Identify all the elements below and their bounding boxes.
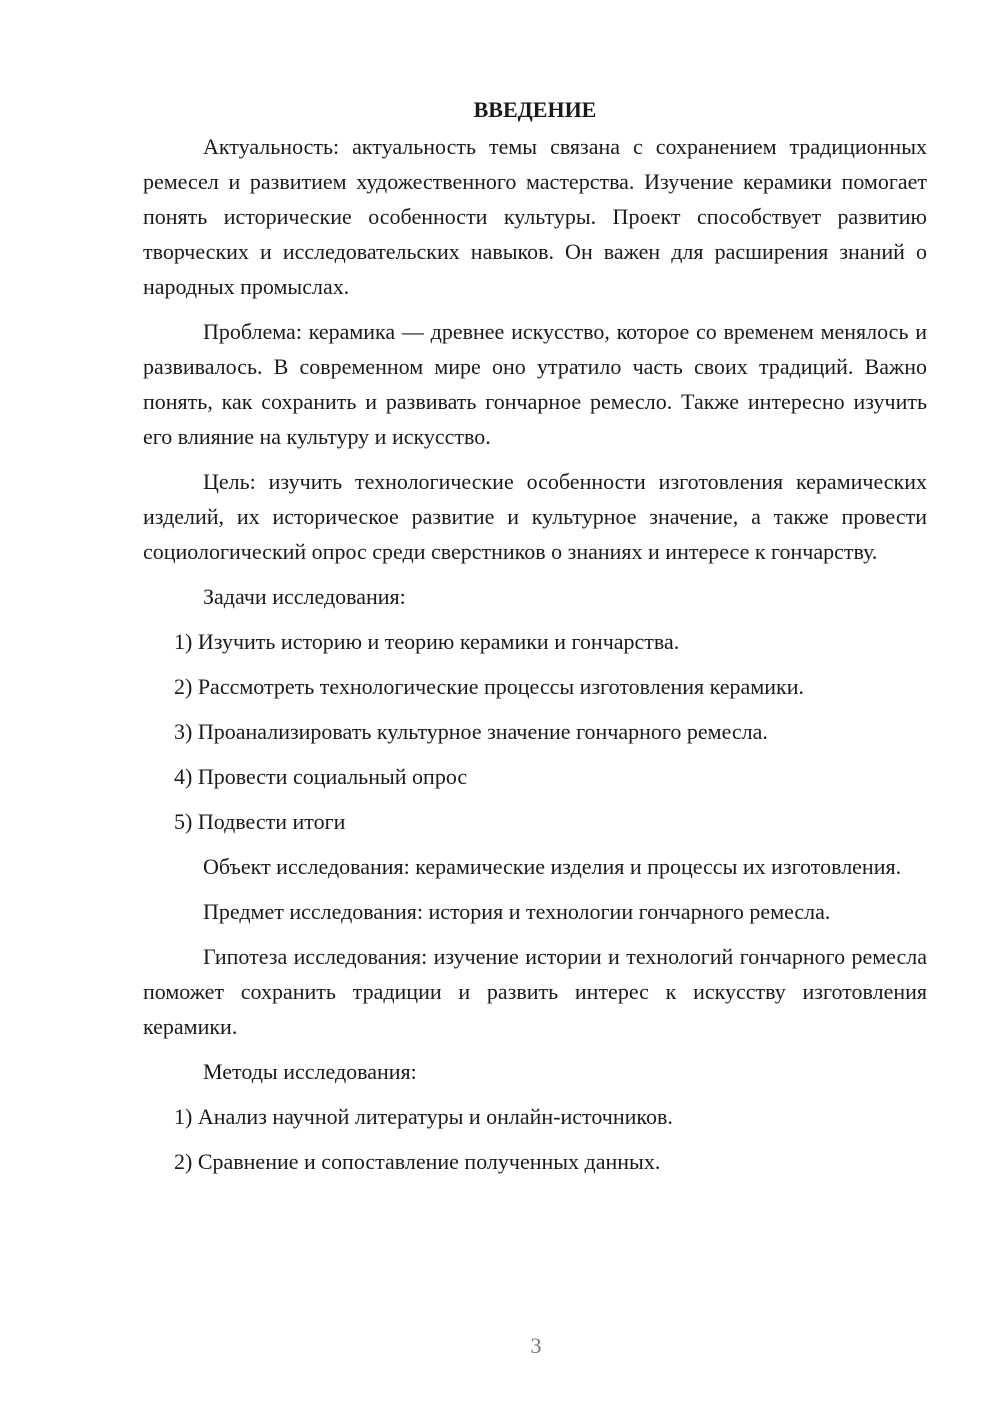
- task-item: 4) Провести социальный опрос: [174, 764, 468, 789]
- document-page: [143, 92, 927, 1189]
- problem-paragraph: Проблема: керамика — древнее искусство, которое со временем менялось и развивалось. В современном мире оно утратило часть своих традиций. Важно понять, как сохранить и развивать гончарное ремесло. Также интересно изучить его влияние на культуру и искусство.: [143, 319, 927, 449]
- task-item: 2) Рассмотреть технологические процессы изготовления керамики.: [174, 674, 804, 699]
- subject-paragraph: Предмет исследования: история и технологии гончарного ремесла.: [203, 899, 831, 924]
- method-item: 2) Сравнение и сопоставление полученных данных.: [174, 1149, 661, 1174]
- page-number: 3: [530, 1333, 542, 1358]
- task-item: 1) Изучить историю и теорию керамики и гончарства.: [174, 629, 680, 654]
- hypothesis-paragraph: Гипотеза исследования: изучение истории и технологий гончарного ремесла поможет сохранить традиции и развить интерес к искусству изготовления керамики.: [143, 944, 927, 1039]
- methods-heading: Методы исследования:: [203, 1059, 417, 1084]
- task-item: 3) Проанализировать культурное значение гончарного ремесла.: [174, 719, 768, 744]
- goal-paragraph: Цель: изучить технологические особенности изготовления керамических изделий, их историческое развитие и культурное значение, а также провести социологический опрос среди сверстников о знаниях и интересе к гончарству.: [143, 469, 927, 564]
- object-paragraph: Объект исследования: керамические изделия и процессы их изготовления.: [203, 854, 902, 879]
- method-item: 1) Анализ научной литературы и онлайн-источников.: [174, 1104, 673, 1129]
- tasks-heading: Задачи исследования:: [203, 584, 406, 609]
- task-item: 5) Подвести итоги: [174, 809, 346, 834]
- relevance-paragraph: Актуальность: актуальность темы связана с сохранением традиционных ремесел и развитием художественного мастерства. Изучение керамики помогает понять исторические особенности культуры. Проект способствует развитию творческих и исследовательских навыков. Он важен для расширения знаний о народных промыслах.: [143, 134, 927, 299]
- section-title: ВВЕДЕНИЕ: [473, 97, 597, 122]
